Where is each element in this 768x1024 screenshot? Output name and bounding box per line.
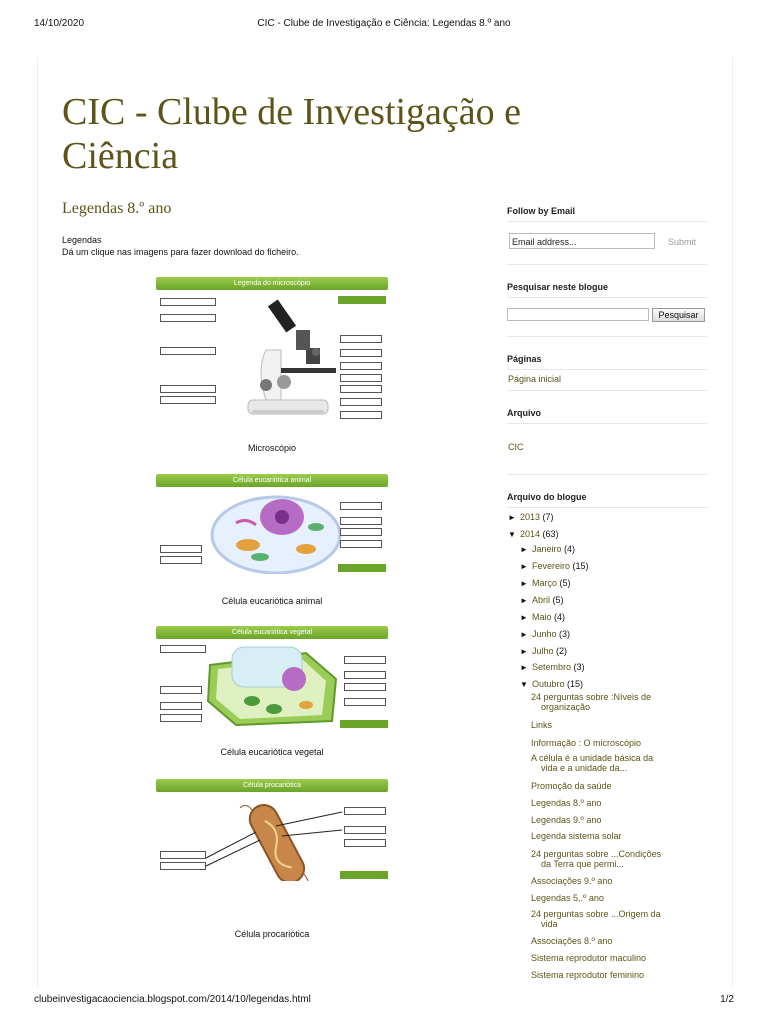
archive-month-label[interactable]: Julho <box>532 646 554 656</box>
divider <box>507 507 707 508</box>
archive-month-label[interactable]: Abril <box>532 595 551 605</box>
print-date: 14/10/2020 <box>34 18 85 29</box>
archive-post-link[interactable] <box>531 720 691 730</box>
archive-month-label[interactable]: Março <box>532 578 558 588</box>
label-link-cic[interactable]: CIC <box>508 442 524 452</box>
post-title[interactable]: Legendas 8.º ano <box>62 200 172 217</box>
archive-post-title-cont[interactable]: organização <box>541 702 591 712</box>
archive-month-maio[interactable] <box>520 612 565 623</box>
label-box <box>340 385 382 393</box>
blog-title[interactable] <box>62 90 662 178</box>
archive-month-março[interactable] <box>520 578 571 589</box>
figure-tag <box>340 871 388 879</box>
arquivo-widget-title: Arquivo <box>507 408 542 418</box>
label-box <box>160 545 202 553</box>
archive-count: (5) <box>552 595 564 605</box>
archive-post-title[interactable]: Associações 8.º ano <box>531 936 613 946</box>
animal-cell-figure[interactable] <box>156 474 388 574</box>
archive-post-link[interactable] <box>531 876 691 886</box>
figure-caption: Célula procariótica <box>234 929 310 939</box>
label-box <box>160 862 206 870</box>
label-box <box>340 362 382 370</box>
figure-header: Célula eucariótica vegetal <box>156 626 388 639</box>
print-page-title: CIC - Clube de Investigação e Ciência: Legendas 8.º ano <box>257 18 511 29</box>
archive-count: (2) <box>556 646 568 656</box>
archive-post-title[interactable]: Associações 9.º ano <box>531 876 613 886</box>
archive-month-janeiro[interactable] <box>520 544 575 555</box>
search-button[interactable]: Pesquisar <box>652 308 705 322</box>
archive-year-label[interactable]: 2014 <box>520 529 541 539</box>
label-box <box>340 374 382 382</box>
archive-post-link[interactable] <box>531 970 691 980</box>
label-box <box>340 398 382 406</box>
archive-post-title[interactable]: Sistema reprodutor feminino <box>531 970 645 980</box>
archive-month-junho[interactable] <box>520 629 570 640</box>
figure-tag <box>338 564 386 572</box>
divider <box>507 390 707 391</box>
label-box <box>344 826 386 834</box>
microscope-figure[interactable] <box>156 277 388 427</box>
post-intro-heading: Legendas <box>62 235 102 245</box>
figure-tag <box>340 720 388 728</box>
archive-year-2014[interactable] <box>508 529 559 540</box>
label-box <box>344 839 386 847</box>
archive-post-link[interactable] <box>531 893 691 903</box>
email-input[interactable]: Email address... <box>509 233 655 249</box>
archive-year-label[interactable]: 2013 <box>520 512 541 522</box>
expand-arrow-icon[interactable]: ► <box>520 545 528 554</box>
label-box <box>344 656 386 664</box>
archive-count: (7) <box>542 512 554 522</box>
figure-header: Célula eucariótica animal <box>156 474 388 487</box>
label-box <box>160 396 216 404</box>
print-page-number: 1/2 <box>720 994 734 1005</box>
archive-count: (15) <box>567 679 584 689</box>
label-box <box>160 298 216 306</box>
archive-count: (3) <box>559 629 571 639</box>
archive-post-link[interactable] <box>531 781 691 791</box>
prokaryotic-cell-figure[interactable] <box>156 779 388 881</box>
label-box <box>344 683 386 691</box>
label-box <box>340 349 382 357</box>
divider <box>507 474 707 475</box>
label-box <box>160 645 206 653</box>
archive-post-link[interactable] <box>531 738 691 748</box>
expand-arrow-icon[interactable]: ► <box>508 513 516 522</box>
label-box <box>160 314 216 322</box>
label-box <box>340 335 382 343</box>
archive-post-title[interactable]: 24 perguntas sobre ...Origem da <box>531 909 661 919</box>
archive-month-label[interactable]: Janeiro <box>532 544 562 554</box>
divider <box>507 221 707 222</box>
expand-arrow-icon[interactable]: ► <box>520 579 528 588</box>
archive-post-title[interactable]: Legendas 9.º ano <box>531 815 602 825</box>
plant-cell-figure[interactable] <box>156 626 388 728</box>
label-box <box>340 528 382 536</box>
archive-post-link[interactable] <box>531 753 691 773</box>
archive-month-label[interactable]: Fevereiro <box>532 561 571 571</box>
divider <box>507 423 707 424</box>
archive-year-2013[interactable] <box>508 512 554 523</box>
archive-count: (3) <box>573 662 585 672</box>
page-link-home[interactable]: Página inicial <box>508 374 562 384</box>
archive-month-julho[interactable] <box>520 646 567 657</box>
label-box <box>160 714 202 722</box>
archive-post-link[interactable] <box>531 831 691 841</box>
archive-post-title[interactable]: Legendas 5,.º ano <box>531 893 604 903</box>
archive-post-title[interactable]: Links <box>531 720 553 730</box>
pages-widget-title: Páginas <box>507 354 542 364</box>
figure-caption: Célula eucariótica vegetal <box>220 747 324 757</box>
label-box <box>340 502 382 510</box>
archive-post-title[interactable]: Legendas 8.º ano <box>531 798 602 808</box>
label-box <box>160 385 216 393</box>
expand-arrow-icon[interactable]: ► <box>520 613 528 622</box>
print-url: clubeinvestigacaociencia.blogspot.com/2014/10/legendas.html <box>34 994 311 1005</box>
blog-title-line2[interactable]: Ciência <box>62 135 179 177</box>
figure-tag <box>338 296 386 304</box>
label-box <box>340 540 382 548</box>
archive-count: (63) <box>542 529 559 539</box>
archive-month-setembro[interactable] <box>520 662 585 673</box>
label-box <box>160 702 202 710</box>
label-box <box>160 851 206 859</box>
divider <box>507 369 707 370</box>
archive-count: (5) <box>559 578 571 588</box>
figure-caption: Microscópio <box>247 443 296 453</box>
label-box <box>344 807 386 815</box>
divider <box>507 336 707 337</box>
follow-email-title: Follow by Email <box>507 206 576 216</box>
archive-month-label[interactable]: Junho <box>532 629 557 639</box>
submit-button[interactable]: Submit <box>668 237 697 247</box>
archive-post-title[interactable]: Informação : O microscópio <box>531 738 642 748</box>
blog-archive-title: Arquivo do blogue <box>507 492 587 502</box>
search-widget-title: Pesquisar neste blogue <box>507 282 609 292</box>
archive-count: (4) <box>554 612 566 622</box>
archive-month-label[interactable]: Maio <box>532 612 552 622</box>
archive-post-link[interactable] <box>531 909 691 929</box>
figure-caption: Célula eucariótica animal <box>221 596 323 606</box>
label-box <box>160 347 216 355</box>
archive-month-label[interactable]: Setembro <box>532 662 572 672</box>
label-box <box>344 671 386 679</box>
blog-title-line1[interactable]: CIC - Clube de Investigação e <box>62 91 522 133</box>
archive-post-title[interactable]: 24 perguntas sobre ...Condições <box>531 849 662 859</box>
archive-post-title[interactable]: A célula é a unidade básica da <box>531 753 654 763</box>
divider <box>507 264 707 265</box>
archive-post-link[interactable] <box>531 815 691 825</box>
microscope-illustration <box>156 290 388 427</box>
archive-count: (15) <box>572 561 589 571</box>
expand-arrow-icon[interactable]: ► <box>520 663 528 672</box>
expand-arrow-icon[interactable]: ► <box>520 596 528 605</box>
post-intro <box>62 234 299 258</box>
archive-post-title-cont[interactable]: vida <box>541 919 558 929</box>
archive-post-link[interactable] <box>531 936 691 946</box>
archive-month-fevereiro[interactable] <box>520 561 589 572</box>
figure-header: Legenda do microscópio <box>156 277 388 290</box>
label-box <box>340 411 382 419</box>
archive-post-title[interactable]: Sistema reprodutor maculino <box>531 953 647 963</box>
label-box <box>160 686 202 694</box>
archive-month-outubro[interactable] <box>520 679 583 690</box>
archive-post-title-cont[interactable]: da Terra que permi... <box>541 859 624 869</box>
archive-month-abril[interactable] <box>520 595 564 606</box>
label-box <box>340 517 382 525</box>
archive-post-link[interactable] <box>531 798 691 808</box>
expand-arrow-icon[interactable]: ► <box>520 647 528 656</box>
expand-arrow-icon[interactable]: ► <box>520 630 528 639</box>
archive-post-title[interactable]: Legenda sistema solar <box>531 831 622 841</box>
archive-post-title-cont[interactable]: vida e a unidade da... <box>541 763 628 773</box>
archive-post-link[interactable] <box>531 849 691 869</box>
archive-post-title[interactable]: 24 perguntas sobre :Níveis de <box>531 692 652 702</box>
post-intro-text: Dá um clique nas imagens para fazer download do ficheiro. <box>62 247 299 257</box>
collapse-arrow-icon[interactable]: ▼ <box>508 530 516 539</box>
label-box <box>160 556 202 564</box>
expand-arrow-icon[interactable]: ► <box>520 562 528 571</box>
collapse-arrow-icon[interactable]: ▼ <box>520 680 528 689</box>
label-box <box>344 698 386 706</box>
archive-post-title[interactable]: Promoção da saúde <box>531 781 612 791</box>
archive-month-label[interactable]: Outubro <box>532 679 565 689</box>
search-input[interactable] <box>507 308 649 321</box>
archive-post-link[interactable] <box>531 692 691 712</box>
divider <box>507 297 707 298</box>
archive-post-link[interactable] <box>531 953 691 963</box>
figure-header: Célula procariótica <box>156 779 388 792</box>
archive-count: (4) <box>564 544 576 554</box>
